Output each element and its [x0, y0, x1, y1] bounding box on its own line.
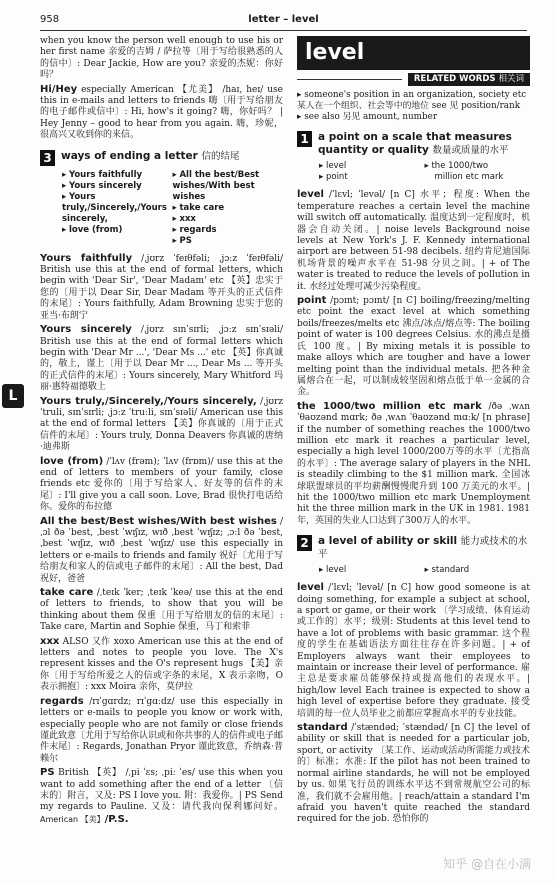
headword: the 1000/two million etc mark: [297, 400, 482, 412]
dictionary-entry: [297, 401, 530, 527]
word-item: ▸ the 1000/two: [425, 161, 531, 172]
section-1-word-list: [319, 161, 530, 183]
page-number: 958: [40, 14, 60, 25]
entry-body: /ˌjʊrz ˈfeɪθfəli; ˌjɔːz ˈfeɪθfəli/ British use this at the end of formal letters, which begin with 'Dear Sir', 'Dear Madam' etc 【英】忠实于您的〔用于以 Dear Sir, Dear Madam 等开头的正式信件的末尾〕: Yours faithfully, Adam Browning 忠实于您的亚当·布朗宁: [40, 253, 283, 321]
dictionary-entry: [40, 696, 283, 765]
headword: Yours sincerely: [40, 324, 132, 336]
word-item: ▸ PS: [173, 236, 284, 247]
variant-headword: /P.S.: [104, 813, 129, 825]
entry-body: /ˈlʌv (frəm); ˈlʌv (frɒm)/ use this at the end of letters to members of your family, close friends etc 爱你的〔用于写给家人、好友等的信件的末尾〕: I'll give you a call soon. Love, Brad 很快打电话给你。爱你的布拉德: [40, 456, 283, 513]
entry-body: /ˈstændəd; ˈstændəd/ [n C] the level of ability or skill that is needed for a particular job, sport, or activity 〔某工作、运动或活动所需能力或技术的〕标准；水准: If the pilot has not been trained to normal airline standards, he will not be employed by us. 如果飞行员的训练水平达不到常规航空公司的标准，我们就不会雇用他。| reach/attain a standard I'm afraid you haven't quite reached the standard required for the job. 恐怕你的: [297, 723, 530, 825]
related-word-item: ▸ see also 另见 amount, number: [297, 112, 530, 123]
word-item: ▸ level: [319, 565, 425, 576]
entry-body: /ˌjʊrz ˈtruli, sɪnˈsɪrli; ˌjɔːz ˈtruːli, sɪnˈsɪəli/ American use this at the end of formal letters 【美】你真诚的〔用于正式信件的末尾〕: Yours truly, Donna Deavers 你真诚的唐纳·迪弗斯: [40, 396, 283, 453]
section-title: [318, 535, 530, 561]
section-2-entries: [297, 582, 530, 826]
entry-body: /pɔɪnt; pɔɪnt/ [n C] boiling/freezing/melting etc point the exact level at which something boils/freezes/melts etc 沸点/冰点/熔点等: The boiling point of water is 100 degrees Celsius. 水的沸点是摄氏 100 度。| By mixing metals it is possible to make alloys which are tougher and have a lower melting point than the individual metals. 把各种金属熔合在一起，可以制成较坚固和熔点低于单一金属的合金。: [297, 296, 530, 398]
dictionary-entry: [297, 722, 530, 826]
section-number: 2: [297, 535, 312, 551]
section-1-entries: [297, 189, 530, 527]
left-column: [40, 36, 283, 866]
dictionary-entry: [40, 324, 283, 393]
word-item-continued: million etc mark: [434, 172, 504, 183]
word-item: ▸ level: [319, 161, 425, 172]
section-title-zh: 能力或技术的水平: [318, 536, 528, 561]
watermark: 知乎 @自在小满: [443, 857, 531, 871]
related-words-en: RELATED WORDS: [413, 74, 496, 84]
section-title: [318, 131, 530, 157]
section-title: [61, 150, 239, 163]
left-entries: [40, 253, 283, 827]
dictionary-entry: [40, 396, 283, 454]
word-item: ▸ xxx: [173, 214, 284, 225]
related-words-label: [408, 73, 530, 86]
section-title-en: a point on a scale that measures quantity or quality: [318, 131, 512, 157]
word-item: ▸ Yours faithfully: [62, 170, 173, 181]
headword: PS: [40, 767, 55, 779]
word-list-col-2: [425, 161, 531, 183]
headword: standard: [297, 722, 348, 734]
dictionary-entry: [297, 189, 530, 293]
entry-body: /ˌjʊrz sɪnˈsɪrli; ˌjɔːz sɪnˈsɪəli/ British use this at the end of formal letters which begin with 'Dear Mr ...', 'Dear Ms ...' etc 【英】你真诚的，敬上，谨上〔用于以 Dear Mr ..., Dear Ms ... 等开头的正式信件的末尾〕: Yours sincerely, Mary Whitford 玛丽·惠特福德敬上: [40, 325, 283, 393]
word-item: ▸ Yours sincerely: [62, 181, 173, 192]
header-rule: [40, 30, 527, 31]
section-2-word-list: [319, 565, 530, 576]
word-item: ▸ Yours truly,/Sincerely,/Yours sincerely,: [62, 192, 173, 225]
section-title-en: a level of ability or skill: [318, 535, 458, 548]
headword: Yours faithfully: [40, 252, 133, 264]
headword: xxx: [40, 635, 60, 647]
section-title-zh: 数量或质量的水平: [432, 145, 509, 157]
section-number: 1: [297, 131, 312, 147]
dictionary-entry: [297, 582, 530, 720]
dictionary-entry: [297, 295, 530, 399]
variant-label: American 【美】: [40, 814, 105, 824]
entry-body: /ˌteɪk ˈker; ˌteɪk ˈkeə/ use this at the end of letters to friends, to show that you will be thinking about them 保重〔用于写给朋友的信的末尾〕: Take care, Martin and Sophie 保重，马丁和索菲: [40, 588, 283, 633]
entry-body: /ðə ˌwʌn ˈθaʊzənd mɑrk; ðə ˌwʌn ˈθaʊzənd mɑːk/ [n phrase] if the number of something reaches the 1000/two million etc mark it reaches a particular level, especially a high level 1000/200万等的水平〔尤指高的水平〕: The average salary of players in the NHL is steadily climbing to the $1 million mark. 全国冰球联盟球员的平均薪酬慢慢爬升到 100 万美元的水平。| hit the 1000/two million etc mark Unemployment hit the three million mark in the UK in 1981. 1981 年，英国的失业人口达到了300万人的水平。: [297, 401, 530, 526]
section-title-zh: 信的结尾: [201, 150, 240, 162]
running-head: letter – level: [248, 14, 319, 25]
related-words-zh: 相关词: [498, 74, 524, 84]
intro-continuation: when you know the person well enough to use his or her first name 亲爱的吉姆 / 萨拉等〔用于写给很熟悉的人的信中〕: Dear Jackie, How are you? 亲爱的杰妮：你好吗？: [40, 36, 283, 81]
dictionary-entry: [40, 767, 283, 826]
word-item: ▸ regards: [173, 225, 284, 236]
dictionary-entry: [40, 516, 283, 585]
word-item: ▸ All the best/Best wishes/With best wishes: [173, 170, 284, 203]
thumb-index-tab: L: [2, 384, 24, 408]
word-item: ▸ standard: [425, 565, 531, 576]
word-list-col-1: [319, 565, 425, 576]
section-3-word-list: [62, 170, 283, 247]
related-words-bar: [297, 73, 530, 86]
word-list-col-2: [173, 170, 284, 247]
headword: love (from): [40, 455, 104, 467]
headword: take care: [40, 587, 94, 599]
section-2-heading: [297, 535, 530, 561]
entry-body: especially American 【尤美】 /haɪ, heɪ/ use this in e-mails and letters to friends 嗨〔用于写给朋友的电子邮件或信中〕: Hi, how's it going? 嗨，你好吗？ | Hey Jenny – good to hear from you again. 嗨，珍妮，很高兴又收到你的来信。: [40, 84, 283, 141]
headword: Hi/Hey: [40, 83, 78, 95]
word-list-col-1: [319, 161, 425, 183]
headword: Yours truly,/Sincerely,/Yours sincerely,: [40, 395, 257, 407]
related-words-list: [297, 90, 530, 123]
dictionary-entry: [40, 253, 283, 322]
entry-hi-hey: [40, 84, 283, 142]
dictionary-entry: [40, 456, 283, 514]
divider: [297, 79, 402, 86]
headword: level: [297, 582, 324, 594]
entry-body: /rɪˈgɑrdz; rɪˈgɑːdz/ use this especially in letters or e-mails to people you know or work with, especially people who are not family or close friends 谨此致意〔尤用于写给你认识或和你共事的人的信件或电子邮件末尾〕: Regards, Jonathan Pryor 谨此致意，乔纳森·普赖尔: [40, 696, 283, 764]
headword-banner: level: [297, 36, 530, 70]
headword: point: [297, 295, 327, 307]
word-item: ▸ point: [319, 172, 425, 183]
word-list-col-1: [62, 170, 173, 247]
section-3-heading: [40, 150, 283, 166]
headword: level: [297, 189, 324, 201]
entry-body: British 【英】 /ˌpi ˈɛs; ˌpiː ˈes/ use this when you want to add something after the end of a letter 〔信末的〕附言，又及: PS I love you. 附：我爱你。| PS Send my regards to Pauline. 又及：请代我向保利娜问好。: [40, 768, 283, 813]
word-item: ▸ take care: [173, 203, 284, 214]
section-number: 3: [40, 150, 55, 166]
entry-body: /ˈlɛvl; ˈlevəl/ [n C] 水平；程度: When the temperature reaches a certain level the machine will switch off automatically. 温度达到一定程度时，机器会自动关闭。| noise levels Background noise levels at New York's J. F. Kennedy international airport are between 51-98 decibels. 纽约肯尼迪国际机场背景的噪声水平在 51-98 分贝之间。| + of The water is treated to reduce the levels of pollution in it. 水经过处理可减少污染程度。: [297, 190, 530, 292]
entry-body: /ˈlɛvl; ˈlevəl/ [n C] how good someone is at doing something, for example a subject at school, a sport or game, or their work 〔学习成绩、体育运动或工作的〕水平；级别: Students at this level tend to have a lot of problems with basic grammar. 这个程度的学生在基础语法方面往往存在许多问题。| + of Employers always want their employees to maintain or increase their level of performance. 雇主总是要求雇员能够保持或提高他们的表现水平。| high/low level Each trainee is expected to show a high level of expertise before they graduate. 接受培训的每一位人员毕业之前都应掌握高水平的专业技能。: [297, 583, 530, 719]
page-header: [40, 14, 527, 30]
entry-body: /ˌɔl ðə ˈbest, ˌbest ˈwɪʃɪz, wɪð ˌbest ˈwɪʃɪz; ˌɔːl ðə ˈbest, ˌbest ˈwɪʃɪz, wɪð ˌbest ˈwɪʃɪz/ use this especially in letters or e-mails to friends and family 祝好〔尤用于写给朋友和家人的信或电子邮件的末尾〕: All the best, Dad 祝好，爸爸: [40, 516, 283, 584]
dictionary-entry: [40, 636, 283, 694]
word-list-col-2: [425, 565, 531, 576]
dictionary-entry: [40, 587, 283, 634]
word-item: ▸ love (from): [62, 225, 173, 236]
section-title-en: ways of ending a letter: [61, 149, 198, 162]
right-column: [297, 36, 530, 866]
section-1-heading: [297, 131, 530, 157]
headword: All the best/Best wishes/With best wishes: [40, 515, 277, 527]
headword: regards: [40, 695, 84, 707]
related-word-item: ▸ someone's position in an organization, society etc 某人在一个组织、社会等中的地位 see 见 position/rank: [297, 90, 530, 112]
entry-body: ALSO 又作 xoxo American use this at the end of letters and notes to people you love. The X's represent kisses and the O's represent hugs 【美】亲你〔用于写给所爱之人的信或字条的末尾，X 表示亲吻，O 表示拥抱〕: xxx Moira 亲你，莫伊拉: [40, 636, 283, 693]
